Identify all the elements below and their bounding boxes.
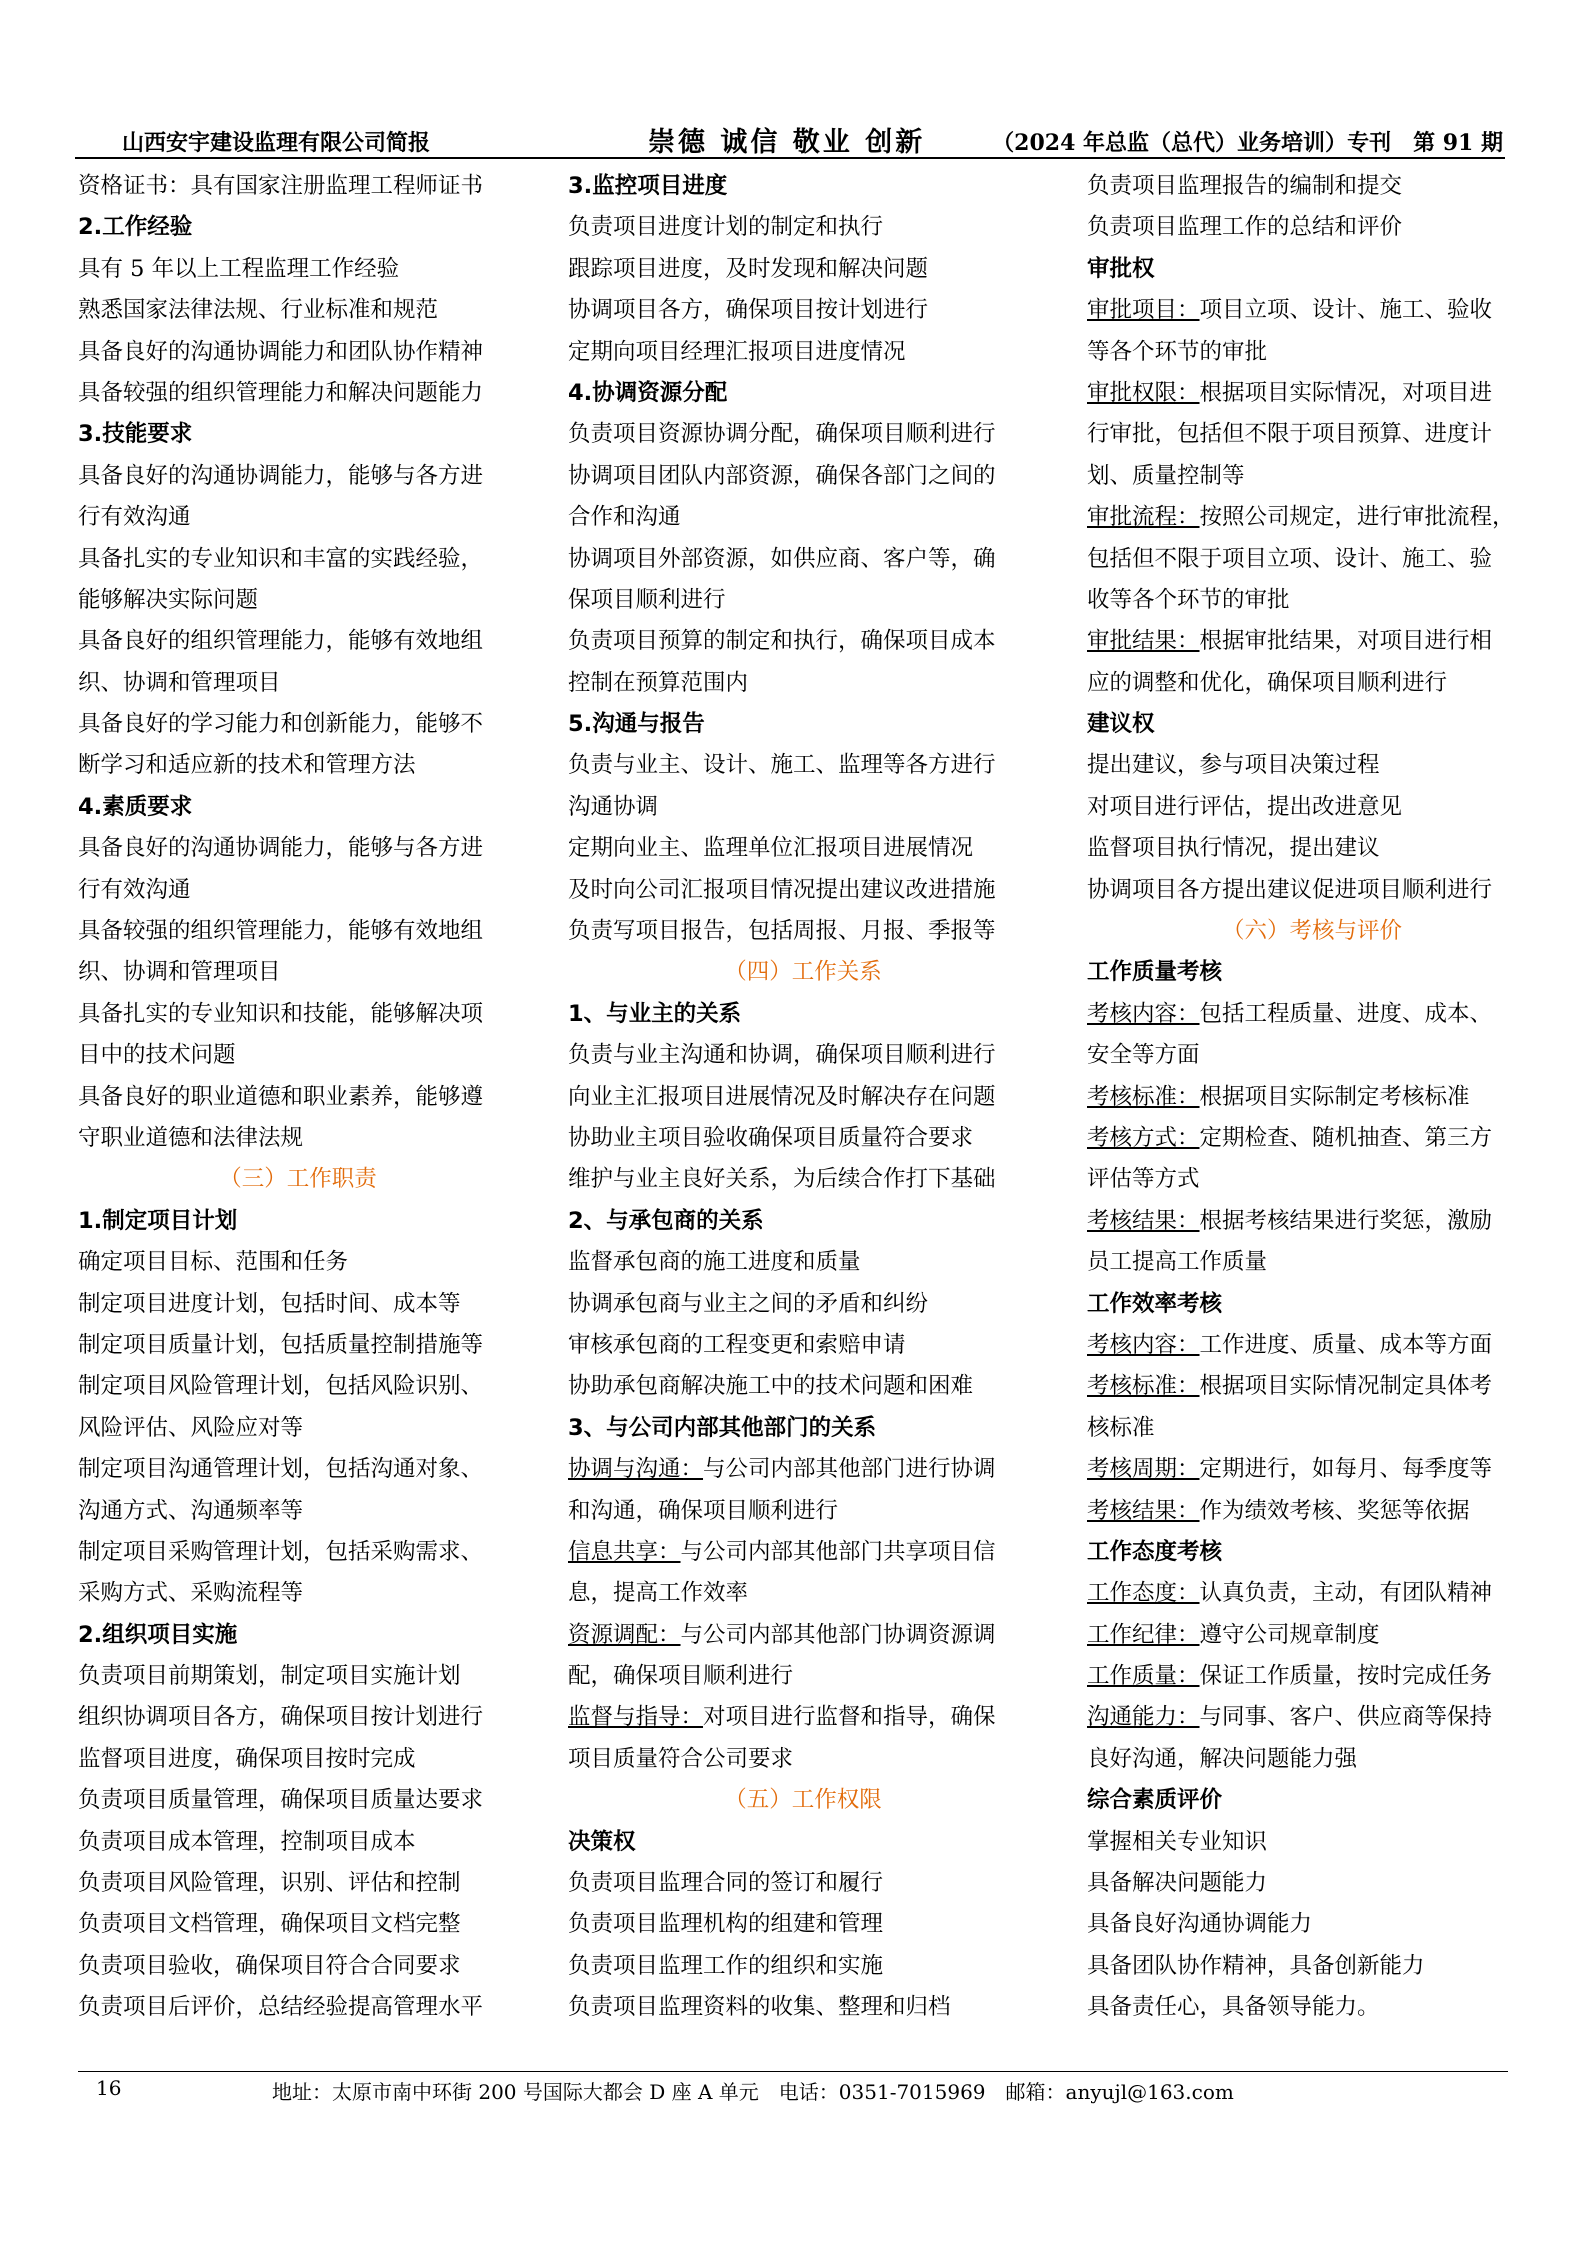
text-line: 评估等方式 — [1087, 1166, 1200, 1193]
text-line: 行有效沟通 — [78, 504, 191, 531]
text-line: 负责项目资源协调分配，确保项目顺利进行 — [568, 421, 996, 448]
text-line: 负责项目监理机构的组建和管理 — [568, 1911, 884, 1938]
text-line: 掌握相关专业知识 — [1087, 1828, 1268, 1855]
section-heading: （六）考核与评价 — [1221, 918, 1402, 945]
text-line: 具备良好的学习能力和创新能力，能够不 — [78, 711, 484, 738]
text-line: 定期向业主、监理单位汇报项目进展情况 — [568, 835, 974, 862]
text-line: 审核承包商的工程变更和索赔申请 — [568, 1331, 906, 1358]
section-heading: （四）工作关系 — [724, 959, 882, 986]
text-line: 负责与业主沟通和协调，确保项目顺利进行 — [568, 1042, 996, 1069]
text-line: 具备良好沟通协调能力 — [1087, 1911, 1313, 1938]
term-label: 工作态度： — [1087, 1580, 1200, 1607]
text-line: 沟通协调 — [568, 793, 659, 820]
text-line: 制定项目风险管理计划，包括风险识别、 — [78, 1373, 484, 1400]
text-line: 项目质量符合公司要求 — [568, 1745, 794, 1772]
term-label: 考核方式： — [1087, 1124, 1200, 1151]
text-line — [1087, 1449, 1537, 1490]
text-line: 应的调整和优化，确保项目顺利进行 — [1087, 669, 1448, 696]
term-text: 根据项目实际制定考核标准 — [1199, 1083, 1470, 1110]
term-text: 与公司内部其他部门协调资源调 — [680, 1621, 996, 1648]
text-line: 维护与业主良好关系，为后续合作打下基础 — [568, 1166, 996, 1193]
term-label: 协调与沟通： — [568, 1456, 704, 1483]
text-line — [568, 1449, 1038, 1490]
text-line: 负责项目文档管理，确保项目文档完整 — [78, 1911, 461, 1938]
section-heading: （五）工作权限 — [724, 1787, 882, 1814]
term-label: 资源调配： — [568, 1621, 681, 1648]
text-line: 提出建议，参与项目决策过程 — [1087, 752, 1380, 779]
subheading: 综合素质评价 — [1087, 1787, 1223, 1814]
subheading: 3、与公司内部其他部门的关系 — [568, 1414, 877, 1441]
text-line: 组织协调项目各方，确保项目按计划进行 — [78, 1704, 484, 1731]
text-line: 具备团队协作精神，具备创新能力 — [1087, 1952, 1425, 1979]
text-line: 具备较强的组织管理能力和解决问题能力 — [78, 379, 484, 406]
text-line — [1087, 1118, 1537, 1159]
text-line: 负责项目前期策划，制定项目实施计划 — [78, 1663, 461, 1690]
text-line: 协调项目团队内部资源，确保各部门之间的 — [568, 462, 996, 489]
text-line: 等各个环节的审批 — [1087, 338, 1268, 365]
term-label: 考核内容： — [1087, 1331, 1200, 1358]
text-line: 配，确保项目顺利进行 — [568, 1663, 794, 1690]
text-line: 织、协调和管理项目 — [78, 959, 281, 986]
column-2 — [568, 166, 1038, 2029]
text-line: 监督项目执行情况，提出建议 — [1087, 835, 1380, 862]
text-line: 监督承包商的施工进度和质量 — [568, 1249, 861, 1276]
term-text: 根据考核结果进行奖惩，激励 — [1199, 1207, 1493, 1234]
term-label: 考核标准： — [1087, 1373, 1200, 1400]
text-line: 具有 5 年以上工程监理工作经验 — [78, 255, 400, 282]
term-text: 按照公司规定，进行审批流程， — [1199, 504, 1515, 531]
text-line: 协调项目外部资源，如供应商、客户等，确 — [568, 545, 996, 572]
header-motto: 崇德 诚信 敬业 创新 — [648, 127, 926, 158]
subheading: 1、与业主的关系 — [568, 1000, 742, 1027]
text-line: 负责写项目报告，包括周报、月报、季报等 — [568, 918, 996, 945]
text-line: 定期向项目经理汇报项目进度情况 — [568, 338, 906, 365]
term-label: 审批项目： — [1087, 297, 1200, 324]
text-line — [568, 1697, 1038, 1738]
subheading: 1.制定项目计划 — [78, 1207, 238, 1234]
term-text: 认真负责，主动，有团队精神 — [1199, 1580, 1493, 1607]
subheading: 3.监控项目进度 — [568, 173, 728, 199]
text-line — [1087, 1325, 1537, 1366]
term-text: 遵守公司规章制度 — [1199, 1621, 1380, 1648]
subheading: 建议权 — [1087, 711, 1155, 738]
text-line — [1087, 994, 1537, 1035]
text-line: 制定项目进度计划，包括时间、成本等 — [78, 1290, 461, 1317]
subheading: 5.沟通与报告 — [568, 711, 705, 738]
page-number: 16 — [96, 2076, 122, 2100]
text-line: 行审批，包括但不限于项目预算、进度计 — [1087, 421, 1493, 448]
text-line: 监督项目进度，确保项目按时完成 — [78, 1745, 416, 1772]
text-line: 及时向公司汇报项目情况提出建议改进措施 — [568, 876, 996, 903]
text-line — [1087, 1573, 1537, 1614]
subheading: 2.组织项目实施 — [78, 1621, 238, 1648]
footer-contact: 地址：太原市南中环街 200 号国际大都会 D 座 A 单元 电话：0351-7015969 邮箱：anyujl@163.com — [272, 2080, 1234, 2104]
text-line: 确定项目目标、范围和任务 — [78, 1249, 349, 1276]
text-line: 织、协调和管理项目 — [78, 669, 281, 696]
text-line: 和沟通，确保项目顺利进行 — [568, 1497, 839, 1524]
text-line — [1087, 621, 1537, 662]
text-line — [1087, 1656, 1537, 1697]
text-line: 具备解决问题能力 — [1087, 1870, 1268, 1897]
subheading: 工作态度考核 — [1087, 1538, 1223, 1565]
text-line: 具备责任心，具备领导能力。 — [1087, 1994, 1380, 2021]
term-text: 与同事、客户、供应商等保持 — [1199, 1704, 1493, 1731]
text-line: 协助承包商解决施工中的技术问题和困难 — [568, 1373, 974, 1400]
text-line: 协调项目各方提出建议促进项目顺利进行 — [1087, 876, 1493, 903]
term-label: 审批结果： — [1087, 628, 1200, 655]
text-line: 资格证书：具有国家注册监理工程师证书 — [78, 173, 484, 199]
text-line: 负责项目进度计划的制定和执行 — [568, 214, 884, 241]
text-line: 划、质量控制等 — [1087, 462, 1245, 489]
subheading: 4.协调资源分配 — [568, 379, 728, 406]
text-line: 断学习和适应新的技术和管理方法 — [78, 752, 416, 779]
text-line: 负责项目风险管理，识别、评估和控制 — [78, 1870, 461, 1897]
text-line: 负责与业主、设计、施工、监理等各方进行 — [568, 752, 996, 779]
text-line — [1087, 1615, 1537, 1656]
text-line — [1087, 1077, 1537, 1118]
text-line: 安全等方面 — [1087, 1042, 1200, 1069]
text-line: 对项目进行评估，提出改进意见 — [1087, 793, 1403, 820]
subheading: 工作效率考核 — [1087, 1290, 1223, 1317]
text-line: 制定项目沟通管理计划，包括沟通对象、 — [78, 1456, 484, 1483]
subheading: 2.工作经验 — [78, 214, 193, 241]
text-line: 负责项目监理工作的总结和评价 — [1087, 214, 1403, 241]
text-line: 保项目顺利进行 — [568, 586, 726, 613]
term-label: 工作质量： — [1087, 1663, 1200, 1690]
term-text: 与公司内部其他部门共享项目信 — [680, 1538, 996, 1565]
term-label: 监督与指导： — [568, 1704, 704, 1731]
text-line: 制定项目质量计划，包括质量控制措施等 — [78, 1331, 484, 1358]
term-label: 考核周期： — [1087, 1456, 1200, 1483]
footer-divider — [78, 2071, 1508, 2072]
text-line: 能够解决实际问题 — [78, 586, 259, 613]
text-line: 具备良好的沟通协调能力和团队协作精神 — [78, 338, 484, 365]
text-line: 负责项目验收，确保项目符合合同要求 — [78, 1952, 461, 1979]
term-label: 考核标准： — [1087, 1083, 1200, 1110]
text-line — [1087, 1697, 1537, 1738]
term-text: 保证工作质量，按时完成任务 — [1199, 1663, 1493, 1690]
text-line: 负责项目监理资料的收集、整理和归档 — [568, 1994, 951, 2021]
term-label: 工作纪律： — [1087, 1621, 1200, 1648]
text-line: 协调项目各方，确保项目按计划进行 — [568, 297, 929, 324]
page-header — [118, 118, 1503, 160]
term-text: 根据项目实际情况，对项目进 — [1199, 379, 1493, 406]
column-1 — [78, 166, 518, 2029]
term-label: 审批流程： — [1087, 504, 1200, 531]
term-label: 考核结果： — [1087, 1497, 1200, 1524]
term-text: 定期检查、随机抽查、第三方 — [1199, 1124, 1493, 1151]
subheading: 2、与承包商的关系 — [568, 1207, 764, 1234]
text-line: 具备良好的沟通协调能力，能够与各方进 — [78, 462, 484, 489]
text-line: 跟踪项目进度，及时发现和解决问题 — [568, 255, 929, 282]
text-line — [1087, 290, 1537, 331]
text-line: 负责项目监理工作的组织和实施 — [568, 1952, 884, 1979]
text-line — [1087, 1491, 1537, 1532]
text-line: 具备良好的职业道德和职业素养，能够遵 — [78, 1083, 484, 1110]
text-line: 员工提高工作质量 — [1087, 1249, 1268, 1276]
header-divider — [75, 157, 1505, 159]
term-label: 考核内容： — [1087, 1000, 1200, 1027]
section-heading: （三）工作职责 — [219, 1166, 377, 1193]
text-line: 制定项目采购管理计划，包括采购需求、 — [78, 1538, 484, 1565]
text-line: 负责项目质量管理，确保项目质量达要求 — [78, 1787, 484, 1814]
subheading: 审批权 — [1087, 255, 1155, 282]
term-text: 作为绩效考核、奖惩等依据 — [1199, 1497, 1470, 1524]
text-line: 负责项目预算的制定和执行，确保项目成本 — [568, 628, 996, 655]
text-line: 采购方式、采购流程等 — [78, 1580, 304, 1607]
text-line — [1087, 497, 1537, 538]
text-line: 负责项目成本管理，控制项目成本 — [78, 1828, 416, 1855]
text-line: 负责项目监理合同的签订和履行 — [568, 1870, 884, 1897]
text-line: 风险评估、风险应对等 — [78, 1414, 304, 1441]
term-text: 根据项目实际情况制定具体考 — [1199, 1373, 1493, 1400]
text-line: 良好沟通，解决问题能力强 — [1087, 1745, 1358, 1772]
term-label: 信息共享： — [568, 1538, 681, 1565]
subheading: 4.素质要求 — [78, 793, 193, 820]
text-line: 行有效沟通 — [78, 876, 191, 903]
term-label: 考核结果： — [1087, 1207, 1200, 1234]
text-line: 合作和沟通 — [568, 504, 681, 531]
header-issue: （2024 年总监（总代）业务培训）专刊 第 91 期 — [992, 130, 1503, 156]
text-line: 协调承包商与业主之间的矛盾和纠纷 — [568, 1290, 929, 1317]
term-text: 定期进行，如每月、每季度等 — [1199, 1456, 1493, 1483]
text-line: 具备扎实的专业知识和技能，能够解决项 — [78, 1000, 484, 1027]
term-label: 审批权限： — [1087, 379, 1200, 406]
text-line — [568, 1532, 1038, 1573]
text-line: 沟通方式、沟通频率等 — [78, 1497, 304, 1524]
text-line: 控制在预算范围内 — [568, 669, 749, 696]
text-line: 熟悉国家法律法规、行业标准和规范 — [78, 297, 439, 324]
text-line: 具备良好的沟通协调能力，能够与各方进 — [78, 835, 484, 862]
text-line — [1087, 1366, 1537, 1407]
text-line: 向业主汇报项目进展情况及时解决存在问题 — [568, 1083, 996, 1110]
header-company: 山西安宇建设监理有限公司简报 — [122, 130, 431, 156]
term-text: 包括工程质量、进度、成本、 — [1199, 1000, 1493, 1027]
term-text: 根据审批结果，对项目进行相 — [1199, 628, 1493, 655]
text-line: 负责项目监理报告的编制和提交 — [1087, 173, 1403, 199]
term-text: 工作进度、质量、成本等方面 — [1199, 1331, 1493, 1358]
text-line — [568, 1615, 1038, 1656]
text-line — [1087, 1201, 1537, 1242]
text-line — [1087, 373, 1537, 414]
subheading: 决策权 — [568, 1828, 636, 1855]
column-3 — [1087, 166, 1537, 2029]
term-label: 沟通能力： — [1087, 1704, 1200, 1731]
text-line: 包括但不限于项目立项、设计、施工、验 — [1087, 545, 1493, 572]
term-text: 对项目进行监督和指导，确保 — [703, 1704, 996, 1731]
term-text: 项目立项、设计、施工、验收 — [1199, 297, 1493, 324]
text-line: 息，提高工作效率 — [568, 1580, 749, 1607]
text-line: 目中的技术问题 — [78, 1042, 236, 1069]
text-line: 收等各个环节的审批 — [1087, 586, 1290, 613]
text-line: 协助业主项目验收确保项目质量符合要求 — [568, 1124, 974, 1151]
subheading: 工作质量考核 — [1087, 959, 1223, 986]
text-line: 守职业道德和法律法规 — [78, 1124, 304, 1151]
text-line: 负责项目后评价，总结经验提高管理水平 — [78, 1994, 484, 2021]
text-line: 具备扎实的专业知识和丰富的实践经验， — [78, 545, 484, 572]
text-line: 核标准 — [1087, 1414, 1155, 1441]
text-line: 具备良好的组织管理能力，能够有效地组 — [78, 628, 484, 655]
text-line: 具备较强的组织管理能力，能够有效地组 — [78, 918, 484, 945]
subheading: 3.技能要求 — [78, 421, 193, 448]
term-text: 与公司内部其他部门进行协调 — [703, 1456, 996, 1483]
